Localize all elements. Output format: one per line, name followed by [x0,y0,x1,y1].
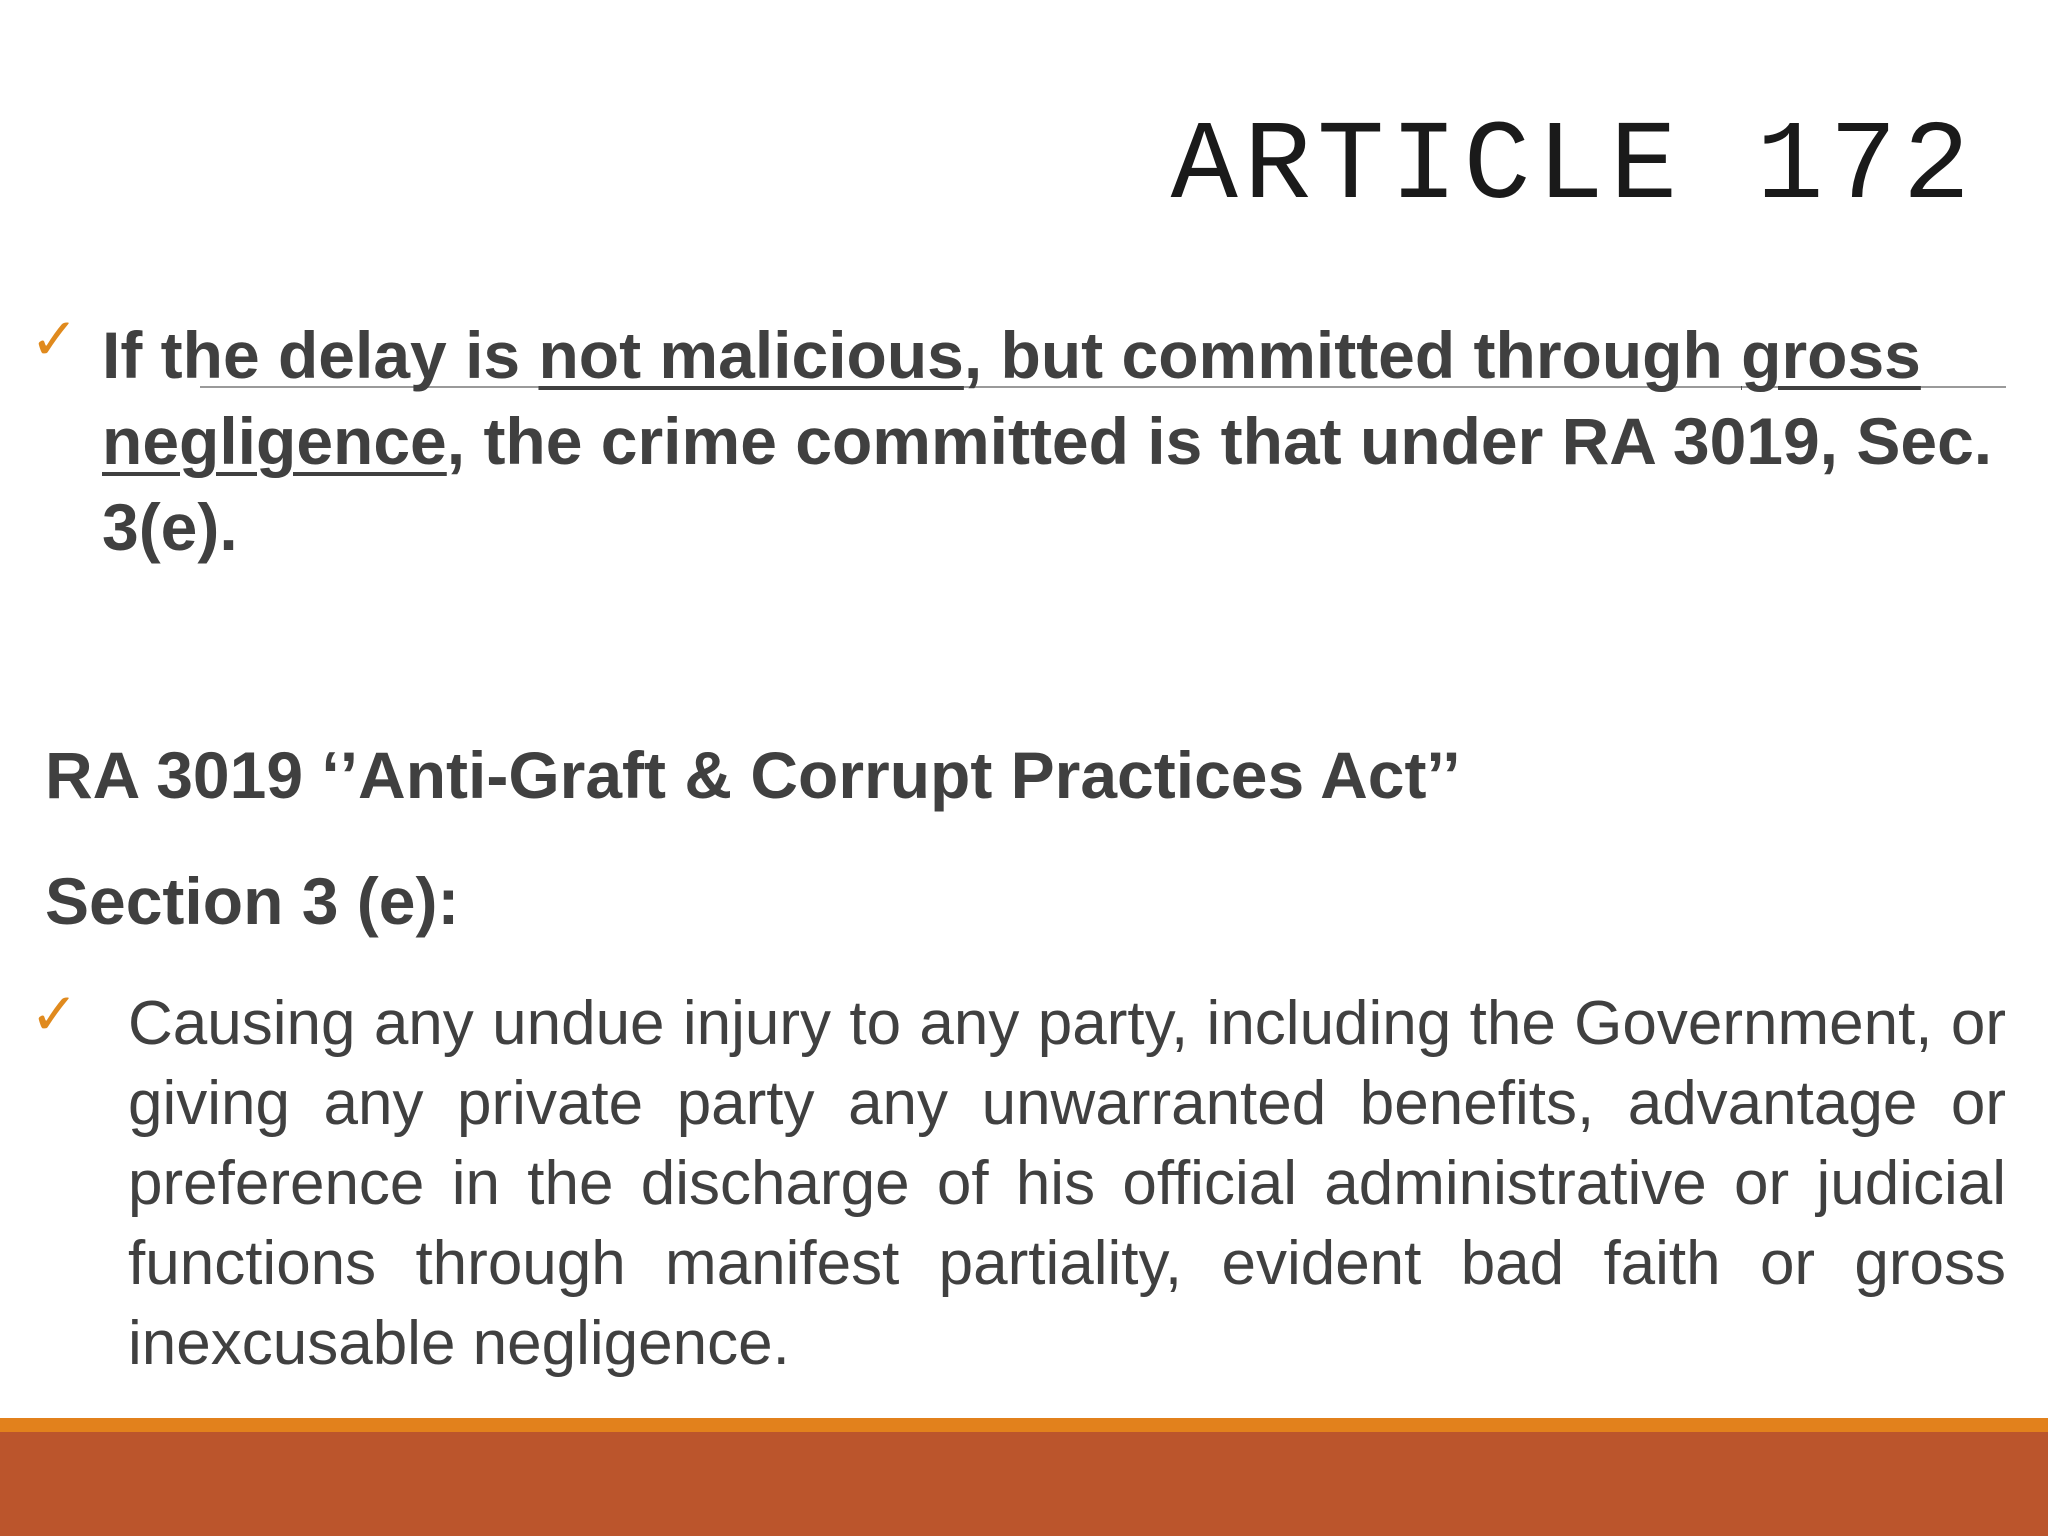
underlined-text-not-malicious: not malicious [538,318,964,392]
bullet-text: , the crime committed is that under RA 3019, Sec. 3(e). [102,404,1993,564]
checkmark-icon: ✓ [30,305,79,373]
ra-3019-heading: RA 3019 ‘’Anti-Graft & Corrupt Practices Act’’ [45,738,1461,812]
bullet-text: If the delay is [102,318,539,392]
underlined-text-gross-negligence: gross negligence [102,318,1921,478]
checkmark-icon: ✓ [30,980,79,1048]
bullet-delay-not-malicious [102,312,2006,570]
footer-accent-stripe [0,1418,2048,1432]
section-heading: Section 3 (e): [45,864,460,938]
bullet-section-3e-text: Causing any undue injury to any party, including the Government, or giving any private party any unwarranted benefits, advantage or preference in the discharge of his official administrative or judicial functions through manifest partiality, evident bad faith or gross inexcusable negligence. [128,989,2006,1378]
slide-title: ARTICLE 172 [1170,104,1976,231]
footer-band [0,1432,2048,1536]
bullet-text: , but committed through [963,318,1742,392]
